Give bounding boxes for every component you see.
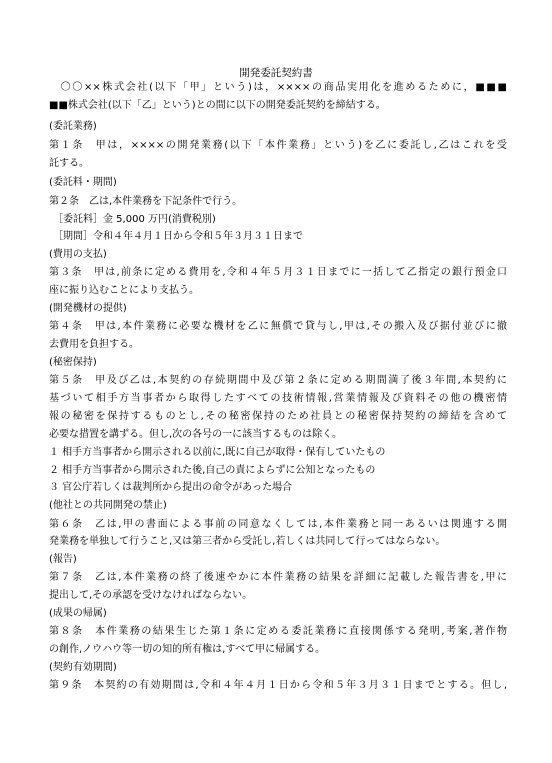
article-5-line-3: 報の秘密を保持するものとし,その秘密保持のため社員との秘密保持契約の締結を含めて — [49, 411, 507, 422]
article-2-fee: ［委託料］金 5,000 万円(消費税別) — [53, 214, 216, 225]
section-heading-kizai-teikyo: (開発機材の提供) — [49, 303, 127, 314]
article-2-line-1: 第２条 乙は,本件業務を下記条件で行う。 — [49, 196, 243, 207]
article-1-line-1: 第１条 甲は，××××の開発業務(以下「本件業務」という)を乙に委託し,乙はこれを受 — [49, 140, 507, 151]
section-heading-kyodo-kaihatsu-kinshi: (他社との共同開発の禁止) — [49, 500, 167, 511]
article-5-item-3: ３ 官公庁若しくは裁判所から提出の命令があった場合 — [49, 482, 293, 493]
article-5-line-1: 第５条 甲及び乙は,本契約の存続期間中及び第２条に定める期間満了後３年間,本契約に — [49, 375, 507, 386]
article-8-line-2: の創作,ノウハウ等一切の知的所有権は,すべて甲に帰属する。 — [49, 644, 326, 655]
preamble-line-1: 〇〇××株式会社(以下「甲」という)は，××××の商品実用化を進めるために，■■■ — [49, 82, 507, 93]
document-title: 開発委託契約書 — [239, 67, 313, 79]
section-heading-hokoku: (報告) — [49, 554, 77, 565]
article-6-line-2: 発業務を単独して行うこと,又は第三者から受託し,若しくは共同して行ってはならない。 — [49, 536, 446, 547]
section-heading-hiyo-shiharai: (費用の支払) — [49, 249, 107, 260]
article-5-line-4: 必要な措置を講ずる。但し,次の各号の一に該当するものは除く。 — [49, 429, 342, 440]
section-heading-keiyaku-yuko-kikan: (契約有効期間) — [49, 662, 117, 673]
article-8-line-1: 第８条 本件業務の結果生じた第１条に定める委託業務に直接関係する発明,考案,著作物 — [49, 626, 507, 637]
article-3-line-2: 座に振り込むことにより支払う。 — [49, 285, 199, 296]
article-4-line-1: 第４条 甲は,本件業務に必要な機材を乙に無償で貸与し,甲は,その搬入及び据付並びに撤 — [49, 321, 507, 332]
article-7-line-2: 提出して,その承認を受けなければならない。 — [49, 590, 253, 601]
article-5-item-2: ２ 相手方当事者から開示された後,自己の責によらずに公知となったもの — [49, 465, 376, 476]
article-5-item-1: １ 相手方当事者から開示される以前に,既に自己が取得・保有していたもの — [49, 447, 386, 458]
article-3-line-1: 第３条 甲は,前条に定める費用を,令和４年５月３１日までに一括して乙指定の銀行預金口 — [49, 267, 507, 278]
article-2-period: ［期間］令和４年４月１日から令和５年３月３１日まで — [53, 231, 303, 242]
article-9-line-1: 第９条 本契約の有効期間は,令和４年４月１日から令和５年３月３１日までとする。但し, — [49, 680, 507, 691]
section-heading-himitsu-hoji: (秘密保持) — [49, 357, 97, 368]
article-4-line-2: 去費用を負担する。 — [49, 339, 139, 350]
preamble-line-2: ■■株式会社(以下「乙」という)との間に以下の開発委託契約を締結する。 — [49, 100, 386, 111]
article-6-line-1: 第６条 乙は,甲の書面による事前の同意なくしては,本件業務と同一あるいは関連する開 — [49, 519, 507, 530]
section-heading-seika-kizoku: (成果の帰属) — [49, 608, 107, 619]
article-5-line-2: 基づいて相手方当事者から取得したすべての技術情報,営業情報及び資料その他の機密情 — [49, 393, 507, 404]
article-7-line-1: 第７条 乙は,本件業務の終了後速やかに本件業務の結果を詳細に記載した報告書を,甲に — [49, 572, 507, 583]
section-heading-itaku-gyomu: (委託業務) — [49, 121, 97, 132]
section-heading-itakuryo-kikan: (委託料・期間) — [49, 177, 117, 188]
article-1-line-2: 託する。 — [49, 158, 89, 169]
